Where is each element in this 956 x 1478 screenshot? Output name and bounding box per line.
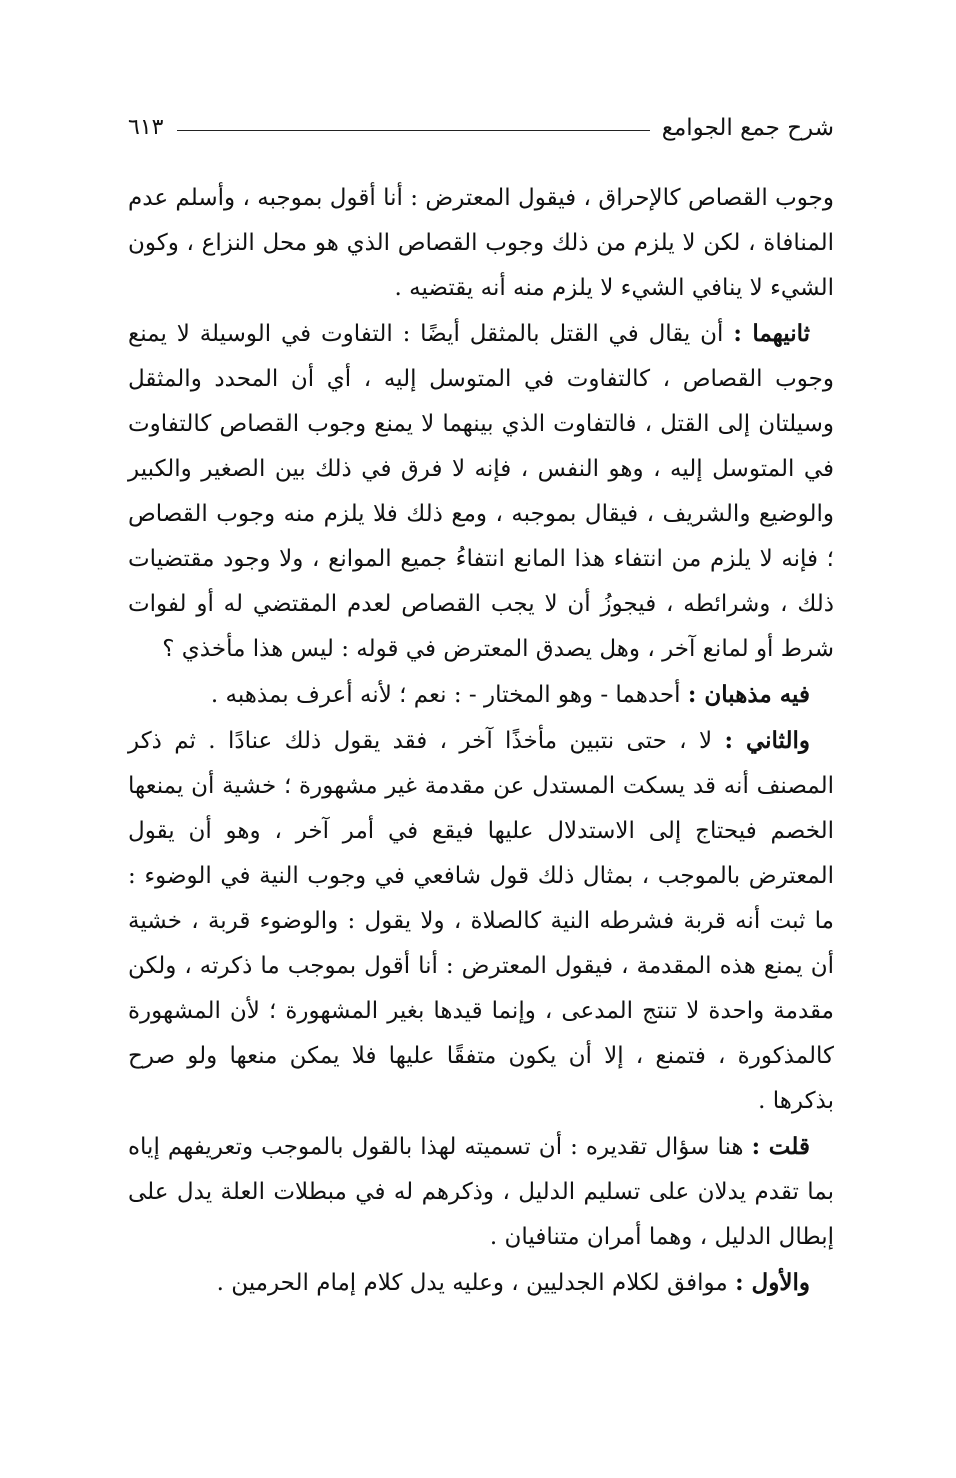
paragraph-lead: قلت : <box>751 1133 810 1160</box>
paragraph <box>128 311 834 672</box>
paragraph-text: وجوب القصاص كالإحراق ، فيقول المعترض : أنا أقول بموجبه ، وأسلم عدم المنافاة ، لكن لا يلزم من ذلك وجوب القصاص الذي هو محل النزاع ، وكون الشيء لا ينافي الشيء لا يلزم منه أنه يقتضيه . <box>128 185 834 301</box>
paragraph <box>128 718 834 1124</box>
running-title: شرح جمع الجوامع <box>661 115 834 141</box>
paragraph <box>128 672 834 718</box>
paragraph-text: أحدهما - وهو المختار - : نعم ؛ لأنه أعرف بمذهبه . <box>210 682 688 708</box>
page-number: ٦١٣ <box>128 115 164 140</box>
paragraph-text: موافق لكلام الجدليين ، وعليه يدل كلام إمام الحرمين . <box>216 1270 736 1296</box>
paragraph-text: أن يقال في القتل بالمثقل أيضًا : التفاوت في الوسيلة لا يمنع وجوب القصاص ، كالتفاوت في المتوسل إليه ، أي أن المحدد والمثقل وسيلتان إلى القتل ، فالتفاوت الذي بينهما لا يمنع وجوب القصاص كالتفاوت في المتوسل إليه ، وهو النفس ، فإنه لا فرق في ذلك بين الصغير والكبير والوضيع والشريف ، فيقال بموجبه ، ومع ذلك فلا يلزم منه وجوب القصاص ؛ فإنه لا يلزم من انتفاء هذا المانع انتفاءُ جميع الموانع ، ولا وجود مقتضيات ذلك ، وشرائطه ، فيجوزُ أن لا يجب القصاص لعدم المقتضي له أو لفوات شرط أو لمانع آخر ، وهل يصدق المعترض في قوله : ليس هذا مأخذي ؟ <box>128 321 834 662</box>
paragraph-lead: والأول : <box>735 1269 810 1296</box>
paragraph <box>128 1260 834 1306</box>
body-text <box>128 176 834 1306</box>
paragraph-lead: ثانيهما : <box>733 320 811 347</box>
paragraph-lead: والثاني : <box>724 727 811 754</box>
paragraph-text: لا ، حتى نتبين مأخذًا آخر ، فقد يقول ذلك عنادًا . ثم ذكر المصنف أنه قد يسكت المستدل عن مقدمة غير مشهورة ؛ خشية أن يمنعها الخصم فيحتاج إلى الاستدلال عليها فيقع في أمر آخر ، وهو أن يقول المعترض بالموجب ، بمثال ذلك قول شافعي في وجوب النية في الوضوء : ما ثبت أنه قربة فشرطه النية كالصلاة ، ولا يقول : والوضوء قربة ، خشية أن يمنع هذه المقدمة ، فيقول المعترض : أنا أقول بموجب ما ذكرته ، ولكن مقدمة واحدة لا تنتج المدعى ، وإنما قيدها بغير المشهورة ؛ لأن المشهورة كالمذكورة ، فتمنع ، إلا أن يكون متفقًا عليها فلا يمكن منعها ولو صرح بذكرها . <box>128 728 834 1114</box>
header-rule <box>177 130 649 131</box>
paragraph-text: هنا سؤال تقديره : أن تسميته لهذا بالقول بالموجب وتعريفهم إياه بما تقدم يدلان على تسليم الدليل ، وذكرهم له في مبطلات العلة يدل على إبطال الدليل ، وهما أمران متنافيان . <box>128 1134 834 1250</box>
paragraph-lead: فيه مذهبان : <box>687 681 810 708</box>
paragraph <box>128 1124 834 1260</box>
paragraph <box>128 176 834 311</box>
page-header <box>128 108 834 148</box>
